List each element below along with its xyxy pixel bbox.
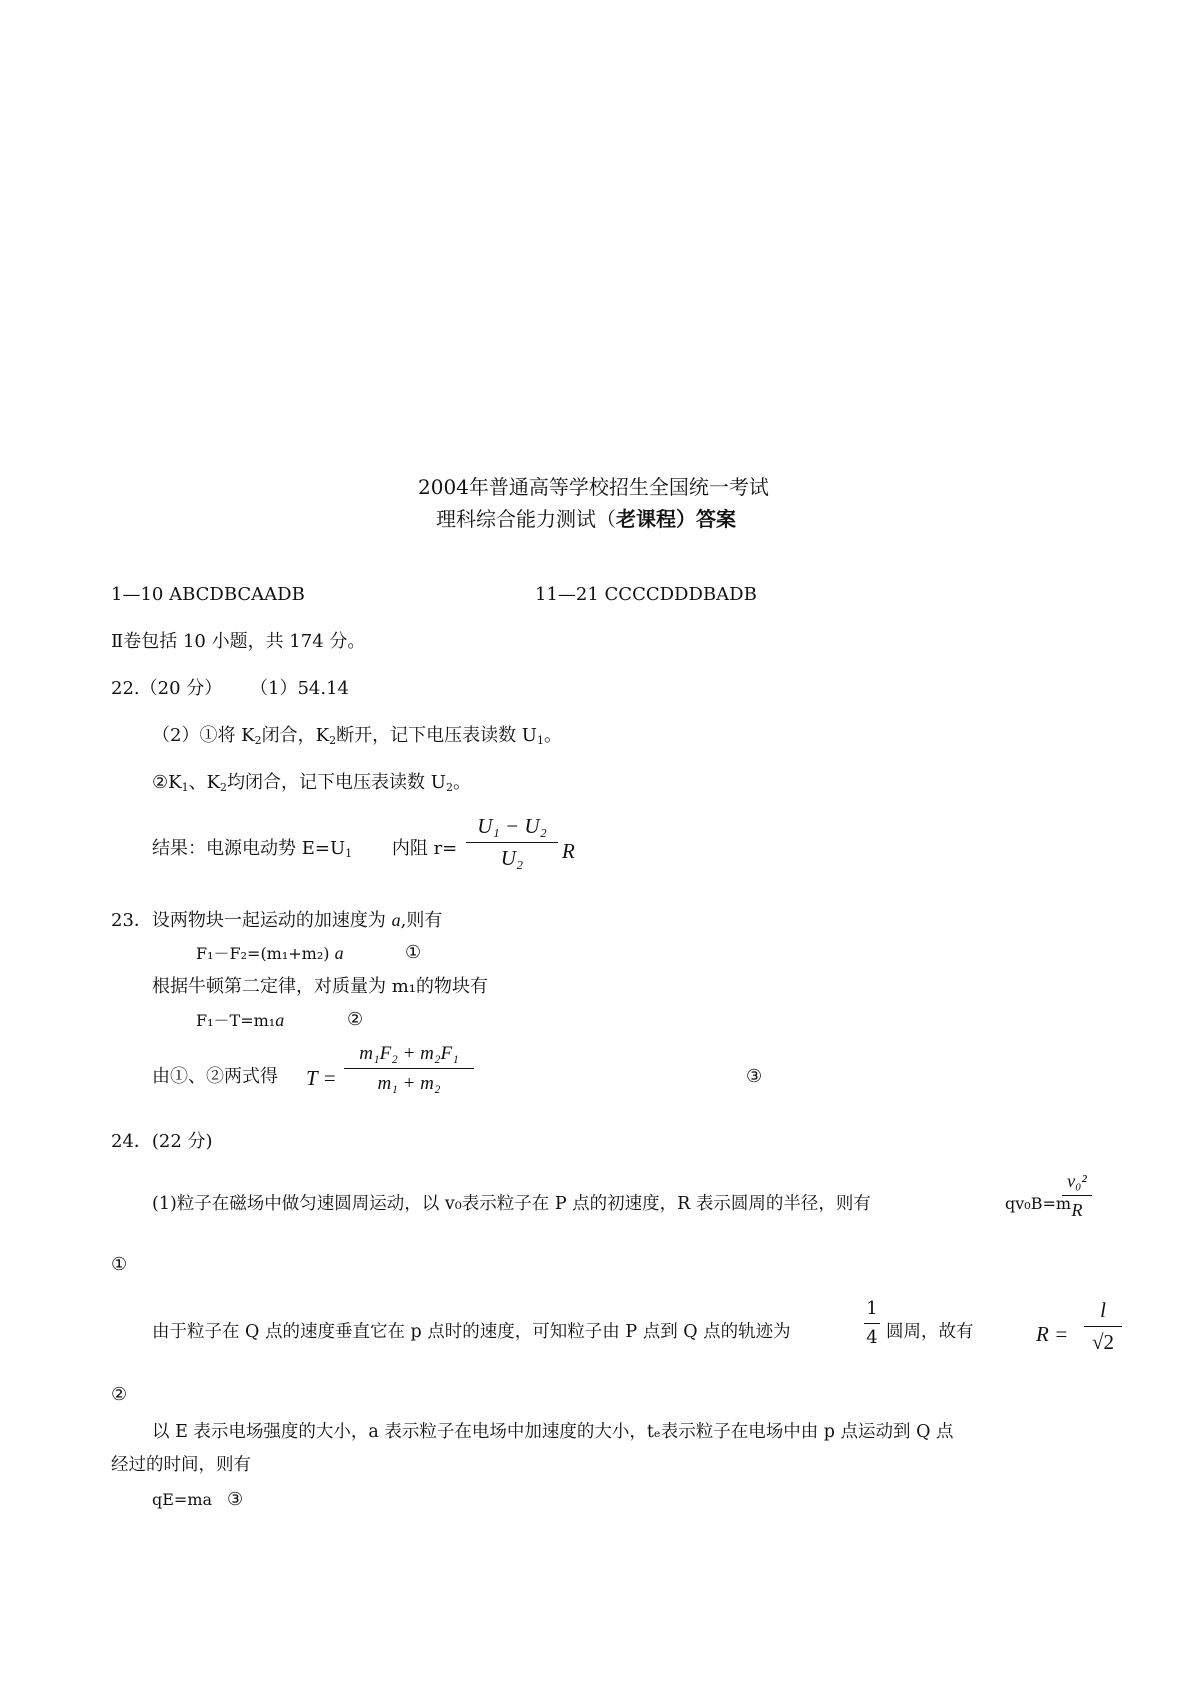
title-line-2: [436, 509, 736, 529]
q22-step2-sub-b: 2: [220, 781, 228, 794]
q22-header: [111, 680, 349, 698]
q24-eq3-mark: ③: [227, 1489, 244, 1510]
fraction-bar: [864, 1323, 880, 1324]
fraction-bar: [344, 1068, 474, 1069]
q22-step1-b: 闭合，K: [261, 725, 330, 746]
q23-law: 根据牛顿第二定律，对质量为 m₁的物块有: [152, 976, 489, 997]
q23-result-fraction: [344, 1044, 474, 1093]
q23-result-var: T =: [306, 1066, 337, 1090]
q24-p3-line1: 以 E 表示电场强度的大小，a 表示粒子在电场中加速度的大小，tₑ表示粒子在电场中由 p 点运动到 Q 点: [152, 1422, 954, 1442]
q22-result-sub: 1: [345, 847, 353, 860]
q23-intro-text: 23．设两物块一起运动的加速度为: [111, 910, 386, 931]
q23-eq2: [196, 1011, 284, 1029]
title-plain: 理科综合能力测试（: [436, 507, 616, 531]
q24-header: 24．(22 分): [111, 1131, 213, 1152]
q22-step1-a: （2）①将 K: [152, 725, 255, 746]
q22-step2-c: 均闭合，记下电压表读数 U: [227, 772, 446, 793]
q22-step1-sub-c: 1: [536, 734, 544, 747]
q22-frac-numerator: U₁ − U₂: [477, 814, 547, 838]
q22-result-label: 结果：电源电动势 E=U: [152, 838, 346, 859]
q23-eq2-mark: ②: [347, 1009, 364, 1030]
q22-answer-1: （1）54.14: [250, 678, 349, 699]
answer-key-11-21: 11—21 CCCCDDDBADB: [535, 584, 757, 605]
q24-p2: 由于粒子在 Q 点的速度垂直它在 p 点时的速度，可知粒子由 P 点到 Q 点的轨迹为: [152, 1322, 791, 1342]
q22-step-2: [152, 774, 471, 793]
q22-step-1: [152, 727, 562, 746]
q24-p1-frac-numerator: v₀²: [1067, 1171, 1087, 1191]
q23-intro-var: a: [391, 910, 401, 930]
q24-p3-line2: 经过的时间，则有: [111, 1455, 251, 1475]
q22-score: 22.（20 分）: [111, 678, 223, 699]
answer-key-1-10: 1—10 ABCDBCAADB: [111, 584, 305, 605]
section-2-intro: Ⅱ卷包括 10 小题，共 174 分。: [111, 631, 366, 652]
q24-p1-eq: qv₀B=m: [1005, 1194, 1072, 1213]
q22-step1-sub-a: 2: [254, 734, 262, 747]
q22-result: [152, 840, 457, 859]
q22-resistance-fraction: [466, 816, 558, 869]
title-line-1: 2004年普通高等学校招生全国统一考试: [418, 475, 769, 499]
q22-frac-tail: R: [562, 839, 575, 863]
fraction-bar: [466, 842, 558, 843]
q23-result-mark: ③: [746, 1066, 763, 1087]
q24-p1-mark: ①: [111, 1254, 128, 1275]
q22-step2-sub-c: 2: [445, 781, 453, 794]
q23-frac-numerator: m₁F₂ + m₂F₁: [359, 1043, 459, 1064]
q22-resistance-label: 内阻 r=: [391, 838, 458, 859]
q23-eq1-mark: ①: [405, 942, 422, 963]
q22-step2-a: ②K: [152, 772, 182, 793]
q23-eq1-text: F₁－F₂=(m₁+m₂): [196, 944, 330, 963]
q24-p2-eq-numerator: l: [1100, 1298, 1106, 1322]
q24-p2-eq-fraction: [1084, 1300, 1122, 1353]
q23-result-lead: 由①、②两式得: [152, 1066, 278, 1087]
q23-intro-tail: ,则有: [400, 910, 443, 931]
q22-step1-sub-b: 2: [329, 734, 337, 747]
q22-step2-sub-a: 1: [181, 781, 189, 794]
q24-p2-tail: 圆周，故有: [886, 1322, 974, 1342]
q24-p1: (1)粒子在磁场中做匀速圆周运动，以 v₀表示粒子在 P 点的初速度，R 表示圆周的半径，则有: [152, 1194, 871, 1214]
q23-eq1-var: a: [334, 943, 344, 963]
fraction-bar: [1084, 1326, 1122, 1327]
q23-intro: [111, 911, 442, 930]
q24-p2-frac-numerator: 1: [866, 1298, 878, 1319]
q24-p2-frac-denominator: 4: [866, 1327, 878, 1348]
q24-p1-fraction: [1062, 1172, 1092, 1219]
q23-eq1: [196, 944, 344, 962]
q24-p2-eq-lhs: R =: [1036, 1322, 1069, 1346]
q24-p1-frac-denominator: R: [1071, 1200, 1083, 1220]
q22-step1-c: 断开，记下电压表读数 U: [336, 725, 537, 746]
q24-p2-fraction: [864, 1300, 880, 1347]
title-bold: 老课程）答案: [616, 507, 736, 531]
fraction-bar: [1062, 1195, 1092, 1196]
q24-p2-eq-denominator: √2: [1091, 1330, 1115, 1354]
q22-step2-d: 。: [452, 772, 471, 793]
q23-frac-denominator: m₁ + m₂: [377, 1073, 441, 1094]
q22-frac-denominator: U₂: [500, 846, 524, 870]
q24-p2-mark: ②: [111, 1384, 128, 1405]
q22-step2-b: 、K: [188, 772, 221, 793]
q23-eq2-var: a: [275, 1010, 285, 1030]
q22-step1-d: 。: [543, 725, 562, 746]
q24-eq3: qE=ma: [152, 1490, 213, 1509]
q23-eq2-text: F₁－T=m₁: [196, 1011, 276, 1030]
